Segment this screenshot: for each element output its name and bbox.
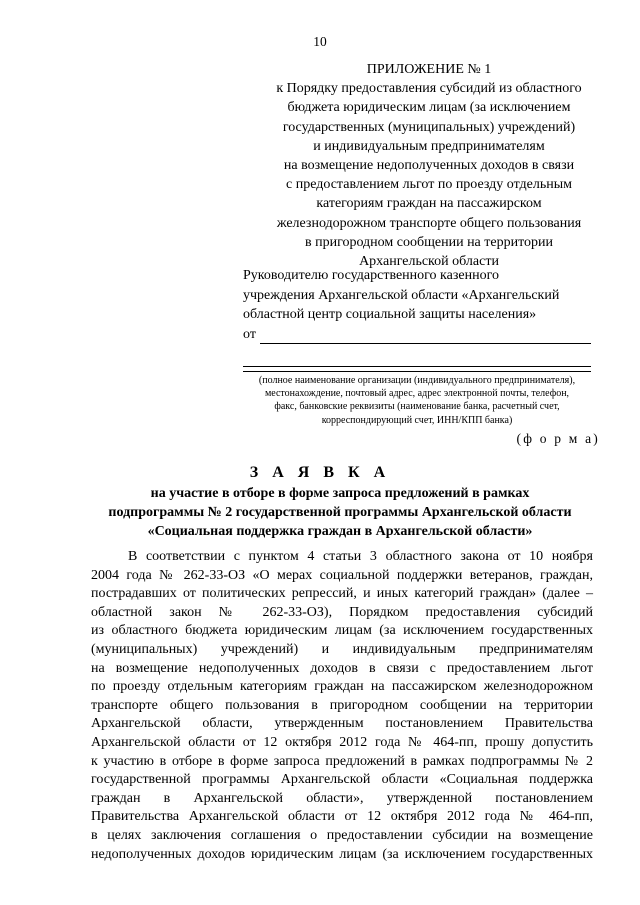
appendix-line: категориям граждан на пассажирском <box>316 196 542 212</box>
document-title: З А Я В К А <box>249 464 391 481</box>
document-subtitle <box>60 484 620 541</box>
appendix-line: и индивидуальным предпринимателям <box>313 138 545 154</box>
body-line: областной закон № 262-33-ОЗ), Порядком предоставления субсидий <box>91 604 593 620</box>
from-row <box>243 325 603 345</box>
body-line: 2004 года № 262-33-ОЗ «О мерах социальной поддержки ветеранов, граждан, <box>91 567 593 583</box>
from-fill-line-2 <box>243 344 591 367</box>
from-label: от <box>243 326 256 342</box>
body-line: недополученных доходов юридическим лицам (за исключением государственных <box>91 846 593 862</box>
body-line: В соответствии с пунктом 4 статьи 3 областного закона от 10 ноября <box>128 549 593 564</box>
body-line: (муниципальных) учреждений) и индивидуальным предпринимателям <box>91 641 593 657</box>
page-number: 10 <box>313 34 327 49</box>
addressee-block <box>243 266 603 367</box>
body-line: пострадавших от политических репрессий, и иных категорий граждан» (далее – <box>91 586 593 602</box>
caption-line: факс, банковские реквизиты (наименование банка, расчетный счет, <box>274 401 560 413</box>
body-line: граждан в Архангельской области», утвержденной постановлением <box>91 790 593 806</box>
subtitle-line: на участие в отборе в форме запроса предложений в рамках <box>150 486 530 501</box>
appendix-line: государственных (муниципальных) учреждений) <box>282 119 576 135</box>
subtitle-line: подпрограммы № 2 государственной программы Архангельской области <box>108 505 572 520</box>
body-line: транспорте общего пользования в пригородном сообщении на территории <box>91 697 593 713</box>
form-mark: (ф о р м а) <box>516 431 600 446</box>
applicant-details-caption <box>243 371 591 427</box>
body-line: в целях заключения соглашения о предоставлении субсидии на возмещение <box>91 827 593 843</box>
subtitle-line: «Социальная поддержка граждан в Архангельской области» <box>147 524 533 539</box>
caption-line: местонахождение, почтовый адрес, адрес электронной почты, телефон, <box>264 388 570 400</box>
addressee-line: областной центр социальной защиты населения» <box>243 307 537 322</box>
addressee-line: Руководителю государственного казенного <box>243 268 499 283</box>
appendix-line: к Порядку предоставления субсидий из областного <box>276 81 582 97</box>
body-line: на возмещение недополученных доходов в связи с предоставлением льгот <box>91 660 593 676</box>
body-paragraph <box>91 548 593 864</box>
appendix-line: с предоставлением льгот по проезду отдельным <box>286 177 572 193</box>
appendix-line: Архангельской области <box>359 254 499 270</box>
body-line: Архангельской области, утвержденным постановлением Правительства <box>91 716 593 732</box>
body-line: по проезду отдельным категориям граждан на пассажирском железнодорожном <box>91 679 593 695</box>
addressee-line: учреждения Архангельской области «Архангельский <box>243 287 560 303</box>
body-line: государственной программы Архангельской области «Социальная поддержка <box>91 772 593 788</box>
body-line: Правительства Архангельской области от 12 октября 2012 года № 464-пп, <box>91 809 593 825</box>
appendix-title: ПРИЛОЖЕНИЕ № 1 <box>366 62 492 77</box>
appendix-line: железнодорожном транспорте общего пользования <box>276 215 582 231</box>
appendix-header <box>248 60 610 271</box>
caption-line: (полное наименование организации (индивидуального предпринимателя), <box>258 375 576 386</box>
body-line: из областного бюджета юридическим лицам (за исключением государственных <box>91 623 593 639</box>
from-fill-line <box>260 328 591 344</box>
body-line: Архангельской области от 12 октября 2012 года № 464-пп, прошу допустить <box>91 734 593 750</box>
body-line: к участию в отборе в форме запроса предложений в рамках подпрограммы № 2 <box>91 753 593 769</box>
appendix-line: в пригородном сообщении на территории <box>304 234 554 250</box>
caption-line: корреспондирующий счет, ИНН/КПП банка) <box>321 414 513 426</box>
appendix-line: бюджета юридическим лицам (за исключением <box>287 100 571 116</box>
appendix-line: на возмещение недополученных доходов в связи <box>283 158 575 174</box>
